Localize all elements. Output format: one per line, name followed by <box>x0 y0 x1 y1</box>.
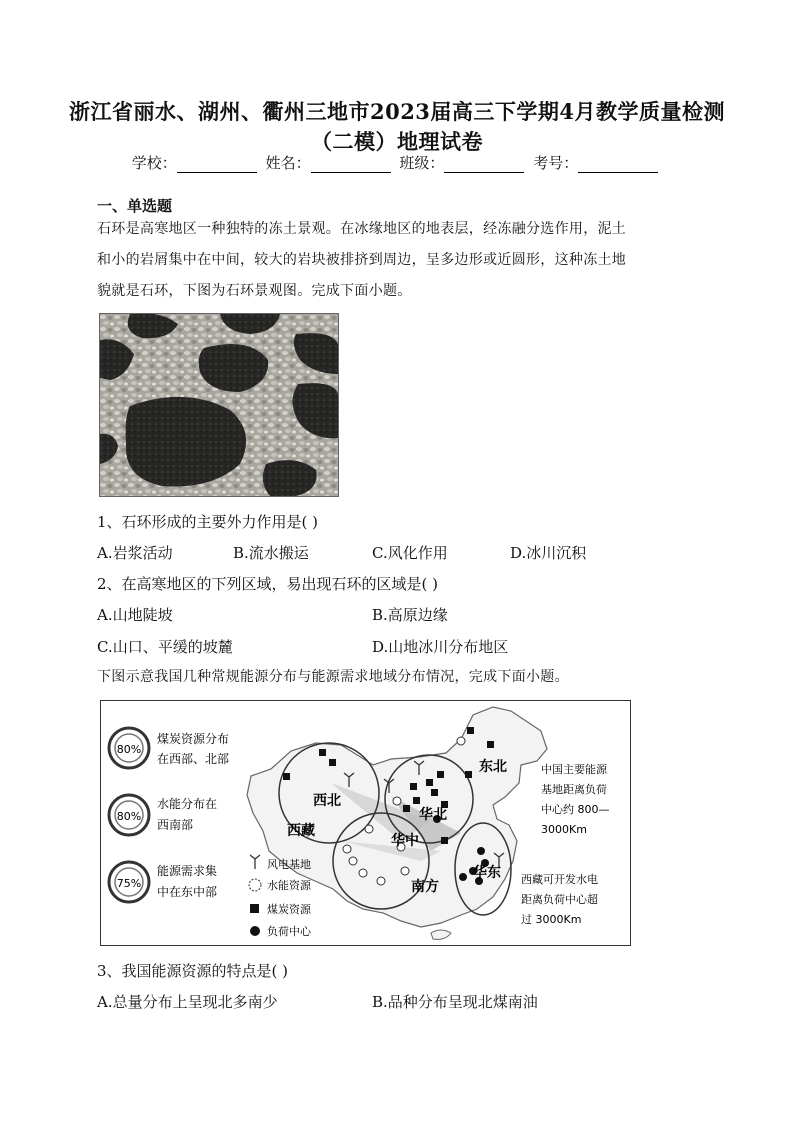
demand-badge <box>109 862 217 902</box>
label-north: 华北 <box>419 807 447 823</box>
question-1-stem: 1、石环形成的主要外力作用是( ) <box>97 513 319 531</box>
q2-option-d[interactable]: D.山地冰川分布地区 <box>372 638 509 656</box>
question-2-stem: 2、在高寒地区的下列区域，易出现石环的区域是( ) <box>97 575 439 593</box>
passage-1-line2: 和小的岩屑集中在中间，较大的岩块被排挤到周边，呈多边形或近圆形，这种冻土地 <box>97 252 627 268</box>
badge1-value: 80% <box>116 743 142 756</box>
document-title-line1: 浙江省丽水、湖州、衢州三地市2023届高三下学期4月教学质量检测 <box>68 99 726 124</box>
q3-option-a[interactable]: A.总量分布上呈现北多南少 <box>97 993 278 1011</box>
school-label: 学校： <box>131 154 177 172</box>
badge2-text1: 水能分布在 <box>157 797 218 811</box>
q3-option-b[interactable]: B.品种分布呈现北煤南油 <box>372 993 538 1011</box>
name-label: 姓名： <box>265 154 311 172</box>
badge1-text1: 煤炭资源分布 <box>157 732 230 746</box>
label-central: 华中 <box>391 833 419 849</box>
note2-line2: 距离负荷中心超 <box>521 893 598 906</box>
q1-option-c[interactable]: C.风化作用 <box>372 544 448 562</box>
note1-line2: 基地距离负荷 <box>541 783 607 796</box>
legend-wind: 风电基地 <box>267 858 311 871</box>
exam-no-blank[interactable] <box>578 157 658 173</box>
note2-line3: 过 3000Km <box>521 913 582 926</box>
q1-option-d[interactable]: D.冰川沉积 <box>510 544 587 562</box>
map-legend <box>249 855 312 938</box>
label-northwest: 西北 <box>313 793 341 809</box>
passage-2: 下图示意我国几种常规能源分布与能源需求地域分布情况，完成下面小题。 <box>97 669 569 685</box>
energy-distribution-map <box>100 700 631 946</box>
q2-option-a[interactable]: A.山地陡坡 <box>97 606 173 624</box>
note2-line1: 西藏可开发水电 <box>521 873 598 886</box>
legend-load: 负荷中心 <box>267 925 311 938</box>
school-blank[interactable] <box>177 157 257 173</box>
label-tibet: 西藏 <box>287 823 315 839</box>
badge3-value: 75% <box>116 877 142 890</box>
note1-line1: 中国主要能源 <box>541 763 607 776</box>
badge3-text1: 能源需求集 <box>157 864 218 878</box>
class-blank[interactable] <box>444 157 524 173</box>
coal-badge <box>109 728 229 768</box>
student-info-line <box>0 152 794 173</box>
label-east: 华东 <box>473 865 501 881</box>
hydro-badge <box>109 795 217 835</box>
legend-coal: 煤炭资源 <box>267 903 311 916</box>
badge2-text2: 西南部 <box>157 818 194 832</box>
legend-hydro: 水能资源 <box>267 879 311 892</box>
badge1-text2: 在西部、北部 <box>157 752 230 766</box>
section-title: 一、单选题 <box>97 197 173 215</box>
class-label: 班级： <box>399 154 445 172</box>
badge2-value: 80% <box>116 810 142 823</box>
right-notes <box>521 762 610 926</box>
label-south: 南方 <box>411 879 439 895</box>
document-title-line2: （二模）地理试卷 <box>311 129 483 154</box>
stone-ring-photo <box>99 313 339 497</box>
q2-option-b[interactable]: B.高原边缘 <box>372 606 448 624</box>
passage-1-line1: 石环是高寒地区一种独特的冻土景观。在冰缘地区的地表层，经冻融分选作用，泥土 <box>97 221 627 237</box>
badge3-text2: 中在东中部 <box>157 885 218 899</box>
note1-line3: 中心约 800— <box>541 803 610 816</box>
passage-1-line3: 貌就是石环，下图为石环景观图。完成下面小题。 <box>97 283 412 299</box>
note1-line4: 3000Km <box>541 823 587 836</box>
question-3-stem: 3、我国能源资源的特点是( ) <box>97 962 289 980</box>
q1-option-b[interactable]: B.流水搬运 <box>233 544 309 562</box>
exam-no-label: 考号： <box>533 154 579 172</box>
label-northeast: 东北 <box>479 759 507 775</box>
q1-option-a[interactable]: A.岩浆活动 <box>97 544 173 562</box>
name-blank[interactable] <box>311 157 391 173</box>
passage-1 <box>97 214 697 307</box>
q2-option-c[interactable]: C.山口、平缓的坡麓 <box>97 638 233 656</box>
